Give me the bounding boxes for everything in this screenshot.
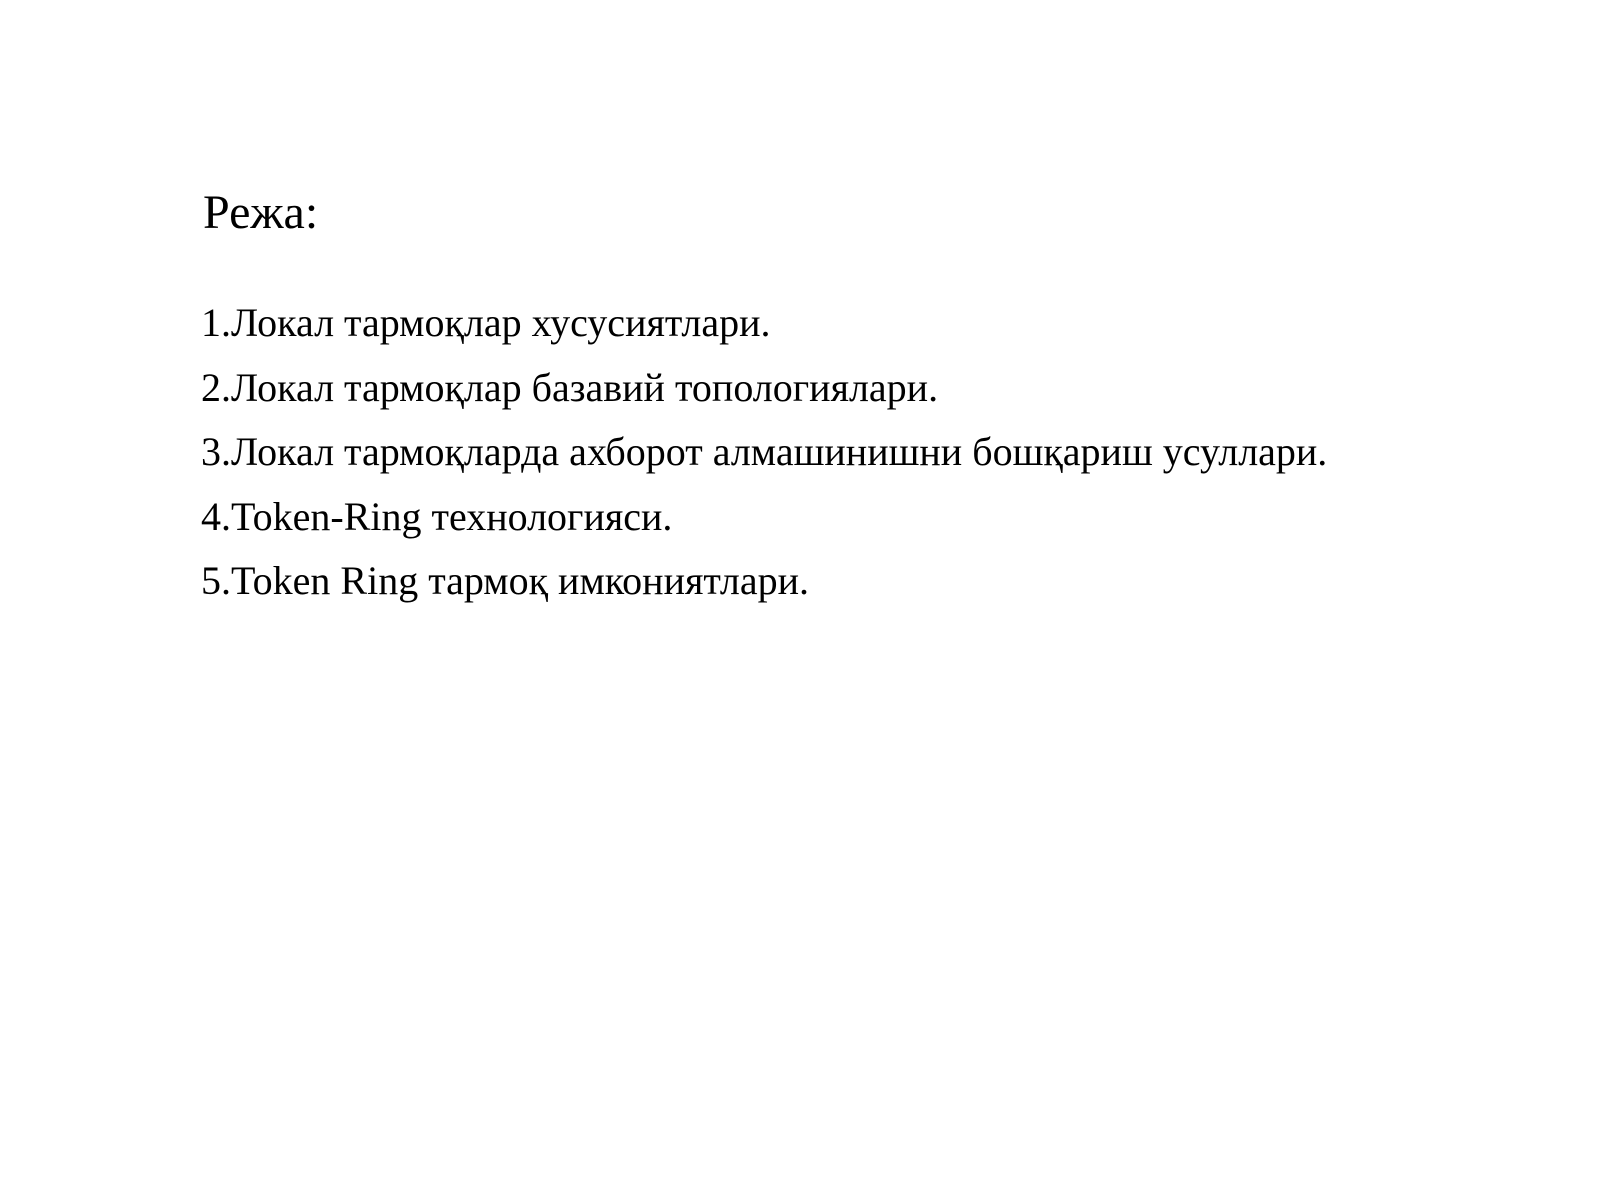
agenda-item-1: 1.Локал тармоқлар хусусиятлари. <box>201 300 771 345</box>
slide-title: Режа: <box>203 186 319 239</box>
agenda-item-5: 5.Token Ring тармоқ имкониятлари. <box>201 558 809 603</box>
agenda-item-3: 3.Локал тармоқларда ахборот алмашинишни бошқариш усуллари. <box>201 429 1328 474</box>
agenda-item-4: 4.Token-Ring технологияси. <box>201 493 673 539</box>
agenda-list <box>201 291 1327 614</box>
agenda-item-2: 2.Локал тармоқлар базавий топологиялари. <box>201 364 939 410</box>
